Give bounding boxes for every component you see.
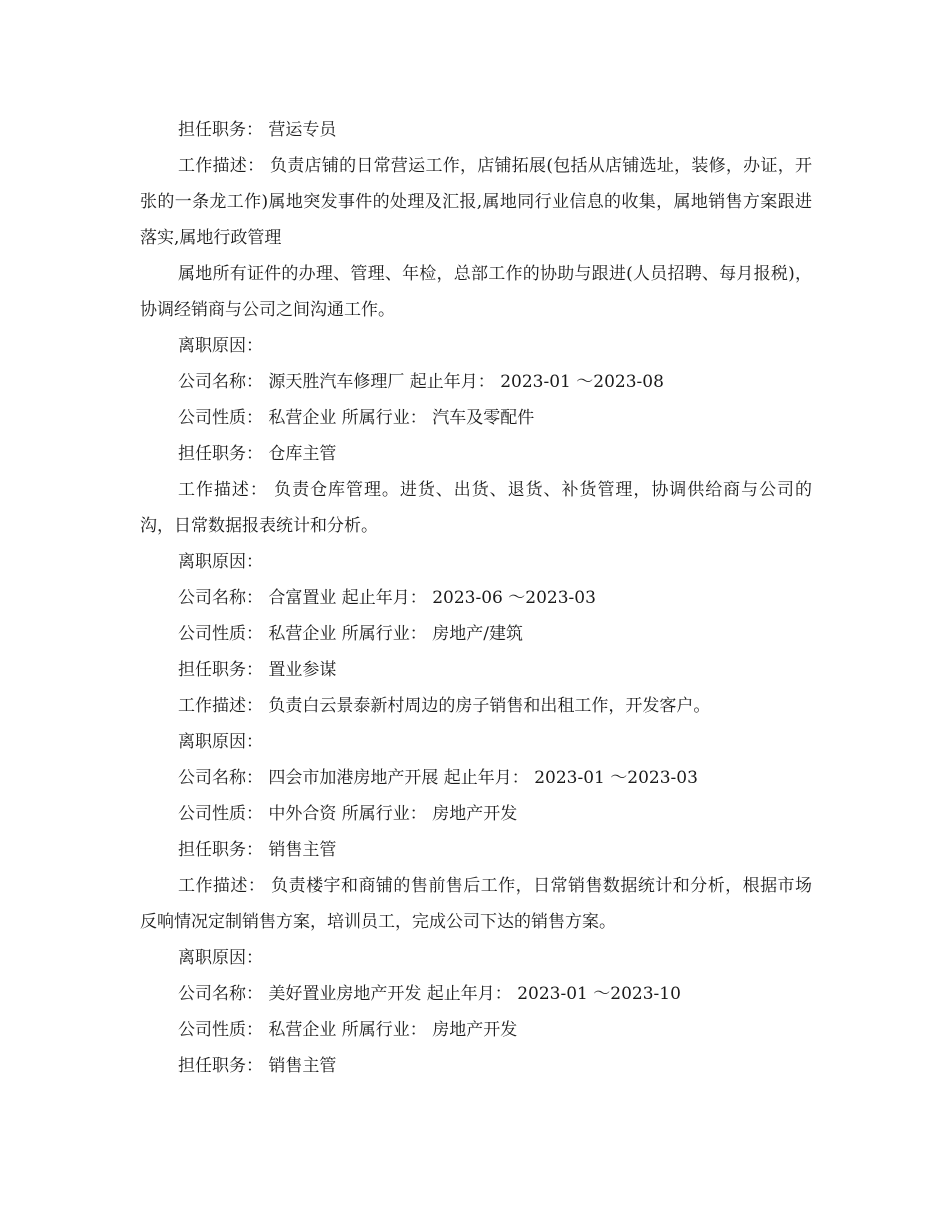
paragraph-leave-reason: 离职原因： [178, 552, 263, 572]
paragraph-company-name: 公司名称： 美好置业房地产开发 起止年月： 2023-01 ～2023-10 [178, 984, 681, 1004]
document-body [140, 112, 812, 1084]
paragraph-company-name: 公司名称： 四会市加港房地产开展 起止年月： 2023-01 ～2023-03 [178, 768, 698, 788]
paragraph-leave-reason: 离职原因： [178, 336, 263, 356]
paragraph-company-type: 公司性质： 私营企业 所属行业： 汽车及零配件 [178, 408, 535, 428]
paragraph-position: 担任职务： 营运专员 [178, 120, 337, 140]
paragraph-position: 担任职务： 置业参谋 [178, 660, 337, 680]
paragraph-leave-reason: 离职原因： [178, 732, 263, 752]
paragraph-position: 担任职务： 销售主管 [178, 1056, 337, 1076]
paragraph-job-description: 工作描述： 负责仓库管理。进货、出货、退货、补货管理，协调供给商与公司的沟，日常数据报表统计和分析。 [140, 480, 812, 536]
paragraph-position: 担任职务： 销售主管 [178, 840, 337, 860]
paragraph-job-description: 工作描述： 负责楼宇和商铺的售前售后工作，日常销售数据统计和分析，根据市场反响情况定制销售方案，培训员工，完成公司下达的销售方案。 [140, 876, 812, 932]
paragraph-company-name: 公司名称： 合富置业 起止年月： 2023-06 ～2023-03 [178, 588, 596, 608]
paragraph-job-description: 工作描述： 负责店铺的日常营运工作，店铺拓展(包括从店铺选址，装修，办证，开张的一条龙工作)属地突发事件的处理及汇报,属地同行业信息的收集，属地销售方案跟进落实,属地行政管理 [140, 156, 812, 248]
paragraph-company-type: 公司性质： 私营企业 所属行业： 房地产开发 [178, 1020, 518, 1040]
paragraph-job-description-continued: 属地所有证件的办理、管理、年检，总部工作的协助与跟进(人员招聘、每月报税)，协调经销商与公司之间沟通工作。 [140, 264, 812, 320]
paragraph-position: 担任职务： 仓库主管 [178, 444, 337, 464]
paragraph-company-name: 公司名称： 源天胜汽车修理厂 起止年月： 2023-01 ～2023-08 [178, 372, 664, 392]
paragraph-job-description: 工作描述： 负责白云景泰新村周边的房子销售和出租工作，开发客户。 [178, 696, 711, 716]
paragraph-company-type: 公司性质： 中外合资 所属行业： 房地产开发 [178, 804, 518, 824]
paragraph-leave-reason: 离职原因： [178, 948, 263, 968]
paragraph-company-type: 公司性质： 私营企业 所属行业： 房地产/建筑 [178, 624, 523, 644]
